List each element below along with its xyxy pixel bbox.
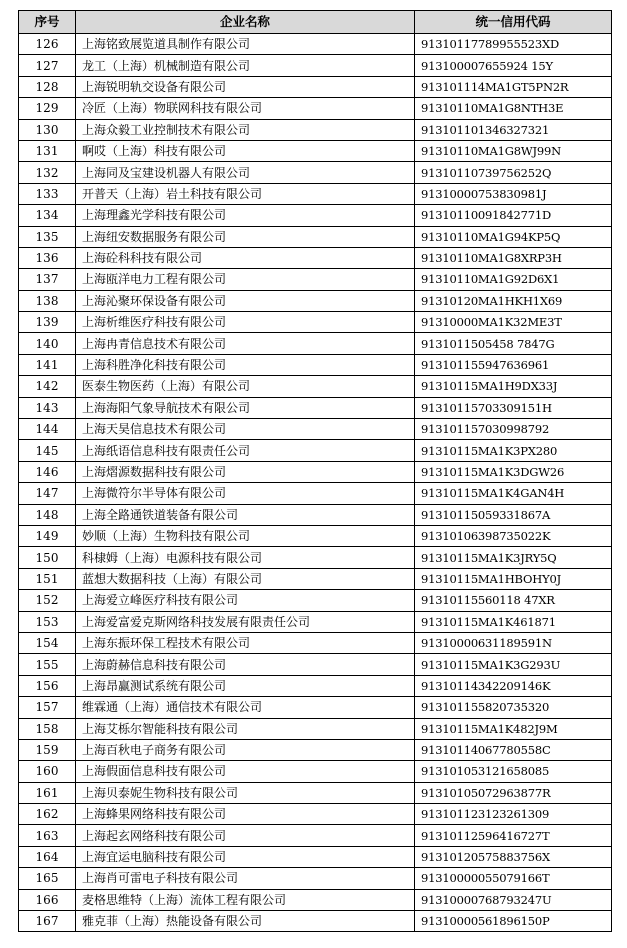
row-serial-number: 128 bbox=[19, 76, 76, 97]
row-serial-number: 150 bbox=[19, 547, 76, 568]
table-row bbox=[19, 34, 612, 55]
row-serial-number: 164 bbox=[19, 846, 76, 867]
row-serial-number: 130 bbox=[19, 119, 76, 140]
row-credit-code: 91310110091842771D bbox=[415, 205, 612, 226]
row-company-name: 上海冉青信息技术有限公司 bbox=[76, 333, 415, 354]
table-row bbox=[19, 697, 612, 718]
row-company-name: 麦格思维特（上海）流体工程有限公司 bbox=[76, 889, 415, 910]
table-header-row bbox=[19, 11, 612, 34]
row-serial-number: 126 bbox=[19, 34, 76, 55]
row-serial-number: 145 bbox=[19, 440, 76, 461]
table-row bbox=[19, 247, 612, 268]
table-row bbox=[19, 226, 612, 247]
row-company-name: 龙工（上海）机械制造有限公司 bbox=[76, 55, 415, 76]
row-credit-code: 91310115MA1H9DX33J bbox=[415, 376, 612, 397]
row-company-name: 上海宜运电脑科技有限公司 bbox=[76, 846, 415, 867]
row-serial-number: 151 bbox=[19, 568, 76, 589]
row-company-name: 上海纸语信息科技有限责任公司 bbox=[76, 440, 415, 461]
row-company-name: 开普天（上海）岩土科技有限公司 bbox=[76, 183, 415, 204]
row-serial-number: 133 bbox=[19, 183, 76, 204]
row-credit-code: 91310115MA1K461871 bbox=[415, 611, 612, 632]
row-credit-code: 91310115MA1HBOHY0J bbox=[415, 568, 612, 589]
row-company-name: 上海析维医疗科技有限公司 bbox=[76, 312, 415, 333]
row-credit-code: 91310110MA1G94KP5Q bbox=[415, 226, 612, 247]
table-row bbox=[19, 718, 612, 739]
row-serial-number: 142 bbox=[19, 376, 76, 397]
row-serial-number: 162 bbox=[19, 804, 76, 825]
row-company-name: 上海肖可雷电子科技有限公司 bbox=[76, 868, 415, 889]
row-company-name: 上海熠源数据科技有限公司 bbox=[76, 461, 415, 482]
row-company-name: 上海海阳气象导航技术有限公司 bbox=[76, 397, 415, 418]
row-company-name: 上海理鑫光学科技有限公司 bbox=[76, 205, 415, 226]
row-credit-code: 91310110MA1G8WJ99N bbox=[415, 140, 612, 161]
row-credit-code: 91310110MA1G8XRP3H bbox=[415, 247, 612, 268]
row-company-name: 上海全路通铁道装备有限公司 bbox=[76, 504, 415, 525]
row-serial-number: 135 bbox=[19, 226, 76, 247]
row-serial-number: 149 bbox=[19, 525, 76, 546]
table-row bbox=[19, 397, 612, 418]
row-credit-code: 91310114067780558C bbox=[415, 739, 612, 760]
table-row bbox=[19, 140, 612, 161]
row-company-name: 上海贝泰妮生物科技有限公司 bbox=[76, 782, 415, 803]
row-company-name: 上海天昊信息技术有限公司 bbox=[76, 419, 415, 440]
row-serial-number: 155 bbox=[19, 654, 76, 675]
table-row bbox=[19, 568, 612, 589]
table-row bbox=[19, 739, 612, 760]
table-row bbox=[19, 162, 612, 183]
table-row bbox=[19, 205, 612, 226]
table-row bbox=[19, 889, 612, 910]
row-company-name: 上海起玄网络科技有限公司 bbox=[76, 825, 415, 846]
row-company-name: 科棣姆（上海）电源科技有限公司 bbox=[76, 547, 415, 568]
table-row bbox=[19, 376, 612, 397]
row-credit-code: 913101123123261309 bbox=[415, 804, 612, 825]
row-serial-number: 152 bbox=[19, 590, 76, 611]
row-serial-number: 148 bbox=[19, 504, 76, 525]
table-row bbox=[19, 590, 612, 611]
table-row bbox=[19, 611, 612, 632]
row-company-name: 上海同及宝建设机器人有限公司 bbox=[76, 162, 415, 183]
table-row bbox=[19, 825, 612, 846]
row-credit-code: 91310110739756252Q bbox=[415, 162, 612, 183]
row-credit-code: 91310114342209146K bbox=[415, 675, 612, 696]
row-company-name: 啊哎（上海）科技有限公司 bbox=[76, 140, 415, 161]
table-row bbox=[19, 461, 612, 482]
row-serial-number: 159 bbox=[19, 739, 76, 760]
row-company-name: 上海微符尔半导体有限公司 bbox=[76, 483, 415, 504]
row-credit-code: 913101053121658085 bbox=[415, 761, 612, 782]
row-serial-number: 129 bbox=[19, 98, 76, 119]
table-row bbox=[19, 846, 612, 867]
table-row bbox=[19, 440, 612, 461]
table-row bbox=[19, 804, 612, 825]
table-row bbox=[19, 269, 612, 290]
row-credit-code: 91310115MA1K4GAN4H bbox=[415, 483, 612, 504]
row-company-name: 上海艾栎尔智能科技有限公司 bbox=[76, 718, 415, 739]
row-company-name: 上海科胜净化科技有限公司 bbox=[76, 354, 415, 375]
row-company-name: 上海百秋电子商务有限公司 bbox=[76, 739, 415, 760]
table-row bbox=[19, 290, 612, 311]
table-row bbox=[19, 782, 612, 803]
company-list-document bbox=[18, 10, 611, 932]
row-company-name: 冷匠（上海）物联网科技有限公司 bbox=[76, 98, 415, 119]
row-company-name: 上海东振环保工程技术有限公司 bbox=[76, 632, 415, 653]
row-company-name: 上海爱富爱克斯网络科技发展有限责任公司 bbox=[76, 611, 415, 632]
row-serial-number: 165 bbox=[19, 868, 76, 889]
row-credit-code: 91310000055079166T bbox=[415, 868, 612, 889]
row-serial-number: 153 bbox=[19, 611, 76, 632]
row-company-name: 上海砼科科技有限公司 bbox=[76, 247, 415, 268]
table-row bbox=[19, 183, 612, 204]
table-row bbox=[19, 547, 612, 568]
header-serial-number: 序号 bbox=[19, 11, 76, 34]
table-row bbox=[19, 632, 612, 653]
table-row bbox=[19, 76, 612, 97]
row-serial-number: 161 bbox=[19, 782, 76, 803]
row-serial-number: 143 bbox=[19, 397, 76, 418]
row-serial-number: 167 bbox=[19, 911, 76, 932]
row-company-name: 上海蜂果网络科技有限公司 bbox=[76, 804, 415, 825]
table-row bbox=[19, 911, 612, 932]
row-company-name: 上海纽安数据服务有限公司 bbox=[76, 226, 415, 247]
row-company-name: 上海爱立峰医疗科技有限公司 bbox=[76, 590, 415, 611]
row-credit-code: 91310120575883756X bbox=[415, 846, 612, 867]
row-serial-number: 132 bbox=[19, 162, 76, 183]
company-table bbox=[18, 10, 612, 932]
table-row bbox=[19, 761, 612, 782]
row-company-name: 雅克菲（上海）热能设备有限公司 bbox=[76, 911, 415, 932]
row-serial-number: 160 bbox=[19, 761, 76, 782]
row-credit-code: 91310115059331867A bbox=[415, 504, 612, 525]
row-credit-code: 91310000631189591N bbox=[415, 632, 612, 653]
row-credit-code: 91310000561896150P bbox=[415, 911, 612, 932]
row-serial-number: 158 bbox=[19, 718, 76, 739]
table-row bbox=[19, 868, 612, 889]
row-serial-number: 163 bbox=[19, 825, 76, 846]
row-credit-code: 91310112596416727T bbox=[415, 825, 612, 846]
row-credit-code: 91310000768793247U bbox=[415, 889, 612, 910]
row-company-name: 蓝想大数据科技（上海）有限公司 bbox=[76, 568, 415, 589]
row-serial-number: 156 bbox=[19, 675, 76, 696]
table-row bbox=[19, 312, 612, 333]
row-credit-code: 91310115MA1K3G293U bbox=[415, 654, 612, 675]
row-credit-code: 91310120MA1HKH1X69 bbox=[415, 290, 612, 311]
row-company-name: 上海众毅工业控制技术有限公司 bbox=[76, 119, 415, 140]
row-credit-code: 91310105072963877R bbox=[415, 782, 612, 803]
header-credit-code: 统一信用代码 bbox=[415, 11, 612, 34]
row-credit-code: 913101101346327321 bbox=[415, 119, 612, 140]
row-credit-code: 91310115MA1K3PX280 bbox=[415, 440, 612, 461]
table-row bbox=[19, 675, 612, 696]
row-company-name: 妙顺（上海）生物科技有限公司 bbox=[76, 525, 415, 546]
row-serial-number: 137 bbox=[19, 269, 76, 290]
row-credit-code: 91310000MA1K32ME3T bbox=[415, 312, 612, 333]
header-company-name: 企业名称 bbox=[76, 11, 415, 34]
row-credit-code: 91310115703309151H bbox=[415, 397, 612, 418]
row-credit-code: 91310115MA1K3DGW26 bbox=[415, 461, 612, 482]
row-serial-number: 134 bbox=[19, 205, 76, 226]
row-serial-number: 139 bbox=[19, 312, 76, 333]
row-company-name: 上海沁聚环保设备有限公司 bbox=[76, 290, 415, 311]
row-company-name: 上海锐明轨交设备有限公司 bbox=[76, 76, 415, 97]
row-serial-number: 136 bbox=[19, 247, 76, 268]
row-serial-number: 140 bbox=[19, 333, 76, 354]
row-company-name: 上海瓯洋电力工程有限公司 bbox=[76, 269, 415, 290]
row-credit-code: 913101157030998792 bbox=[415, 419, 612, 440]
row-serial-number: 144 bbox=[19, 419, 76, 440]
row-serial-number: 154 bbox=[19, 632, 76, 653]
row-company-name: 医泰生物医药（上海）有限公司 bbox=[76, 376, 415, 397]
table-row bbox=[19, 504, 612, 525]
row-company-name: 维霖通（上海）通信技术有限公司 bbox=[76, 697, 415, 718]
row-credit-code: 91310000753830981J bbox=[415, 183, 612, 204]
table-row bbox=[19, 483, 612, 504]
row-credit-code: 91310117789955523XD bbox=[415, 34, 612, 55]
row-serial-number: 131 bbox=[19, 140, 76, 161]
row-credit-code: 91310115MA1K3JRY5Q bbox=[415, 547, 612, 568]
row-credit-code: 913101155820735320 bbox=[415, 697, 612, 718]
row-serial-number: 127 bbox=[19, 55, 76, 76]
table-row bbox=[19, 419, 612, 440]
row-serial-number: 147 bbox=[19, 483, 76, 504]
row-credit-code: 91310115560118 47XR bbox=[415, 590, 612, 611]
table-row bbox=[19, 654, 612, 675]
table-row bbox=[19, 333, 612, 354]
row-credit-code: 913101155947636961 bbox=[415, 354, 612, 375]
table-body bbox=[19, 34, 612, 932]
row-credit-code: 9131011505458 7847G bbox=[415, 333, 612, 354]
row-company-name: 上海假面信息科技有限公司 bbox=[76, 761, 415, 782]
row-company-name: 上海铭致展览道具制作有限公司 bbox=[76, 34, 415, 55]
row-serial-number: 157 bbox=[19, 697, 76, 718]
row-credit-code: 91310110MA1G8NTH3E bbox=[415, 98, 612, 119]
table-row bbox=[19, 55, 612, 76]
row-serial-number: 146 bbox=[19, 461, 76, 482]
row-serial-number: 138 bbox=[19, 290, 76, 311]
row-company-name: 上海蔚赫信息科技有限公司 bbox=[76, 654, 415, 675]
row-credit-code: 91310106398735022K bbox=[415, 525, 612, 546]
row-company-name: 上海昂赢测试系统有限公司 bbox=[76, 675, 415, 696]
table-row bbox=[19, 525, 612, 546]
row-credit-code: 913101114MA1GT5PN2R bbox=[415, 76, 612, 97]
row-credit-code: 91310110MA1G92D6X1 bbox=[415, 269, 612, 290]
row-serial-number: 141 bbox=[19, 354, 76, 375]
table-row bbox=[19, 119, 612, 140]
table-row bbox=[19, 98, 612, 119]
table-row bbox=[19, 354, 612, 375]
row-serial-number: 166 bbox=[19, 889, 76, 910]
row-credit-code: 913100007655924 15Y bbox=[415, 55, 612, 76]
row-credit-code: 91310115MA1K482J9M bbox=[415, 718, 612, 739]
